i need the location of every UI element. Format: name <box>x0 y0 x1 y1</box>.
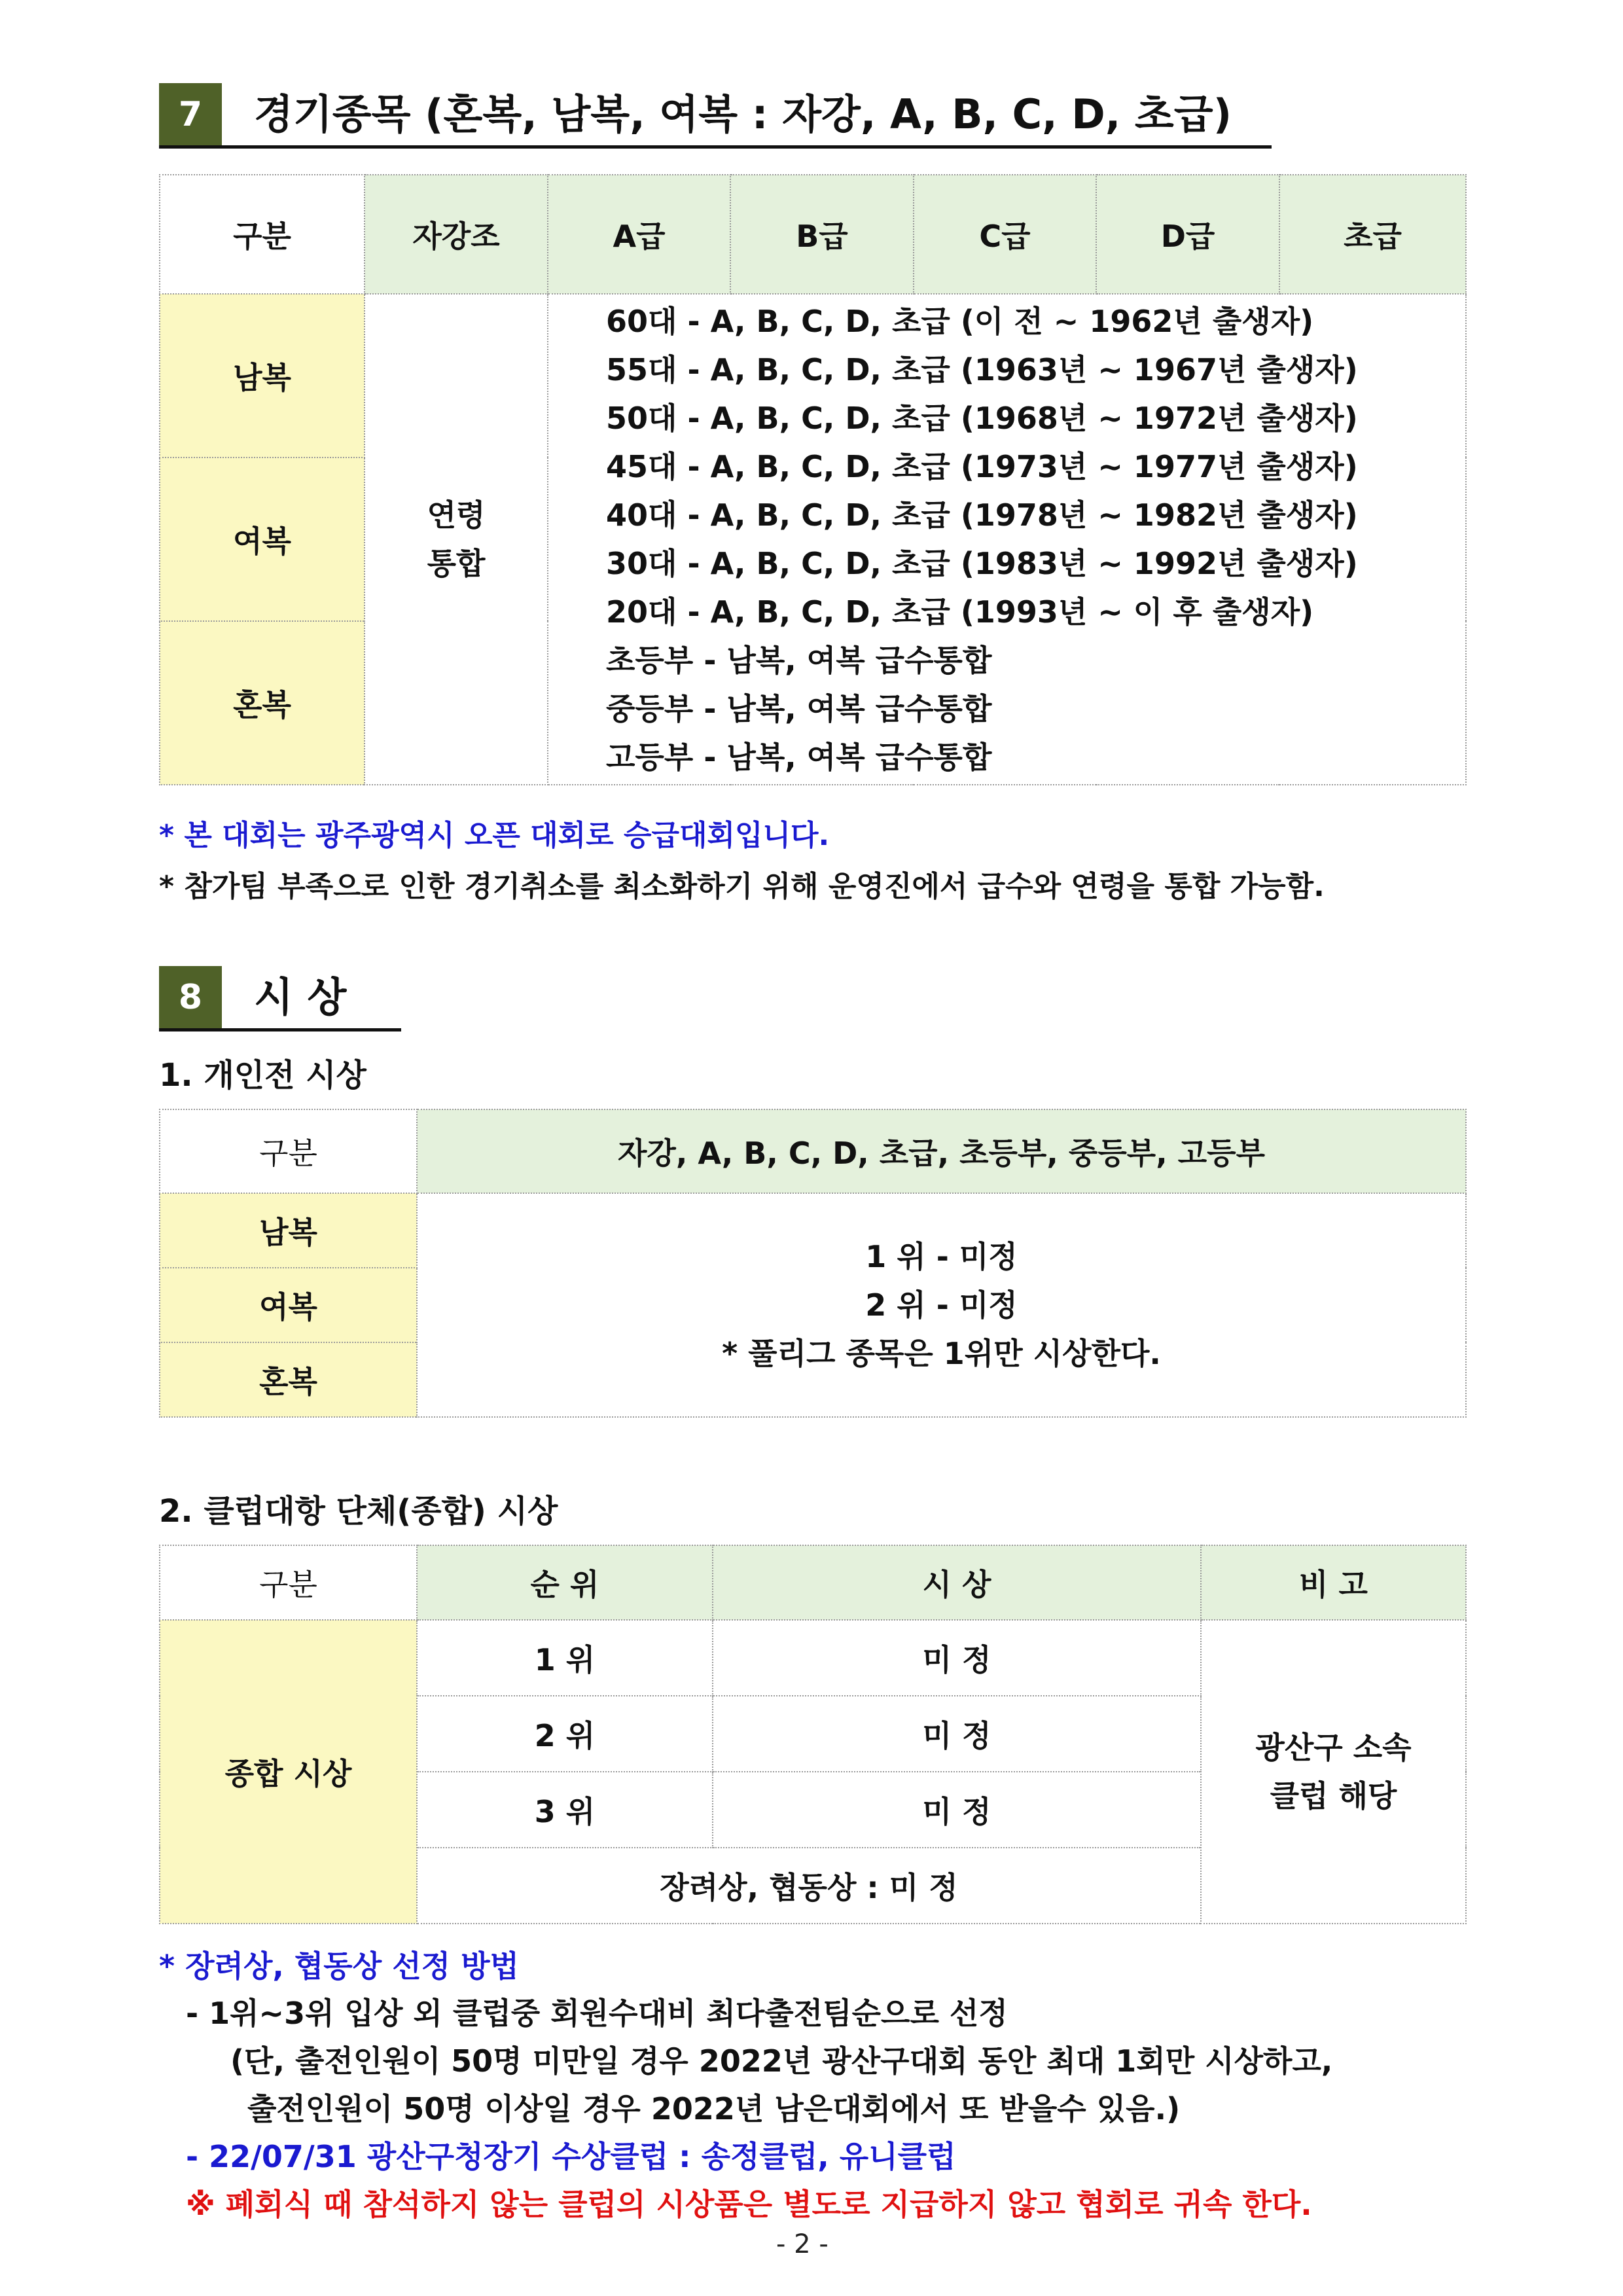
header-d-grade: D급 <box>1096 175 1279 294</box>
selection-method-line2: (단, 출전인원이 50명 미만일 경우 2022년 광산구대회 동안 최대 1회만 시상하고, <box>230 2043 1333 2079</box>
header-category: 구분 <box>160 175 365 294</box>
event-table-header-row <box>160 175 1466 294</box>
club-remark-line1: 광산구 소속 <box>1255 1730 1412 1765</box>
club-prize-2: 미 정 <box>713 1696 1201 1772</box>
age-line: 40대 - A, B, C, D, 초급 (1978년 ~ 1982년 출생자) <box>606 497 1358 533</box>
section-7-title: 경기종목 (혼복, 남복, 여복 : 자강, A, B, C, D, 초급) <box>254 90 1232 138</box>
section-7-underline <box>159 145 1272 149</box>
individual-mens-doubles: 남복 <box>160 1193 417 1268</box>
winning-clubs-note: - 22/07/31 광산구청장기 수상클럽 : 송정클럽, 유니클럽 <box>186 2139 956 2174</box>
club-header-rank: 순 위 <box>417 1545 713 1620</box>
individual-header-grades: 자강, A, B, C, D, 초급, 초등부, 중등부, 고등부 <box>417 1109 1466 1193</box>
club-rank-2: 2 위 <box>417 1696 713 1772</box>
selection-method-title: * 장려상, 협동상 선정 방법 <box>159 1948 519 1984</box>
header-c-grade: C급 <box>914 175 1096 294</box>
club-remark-cell <box>1201 1620 1466 1924</box>
category-mens-doubles: 남복 <box>160 294 365 457</box>
age-line: 중등부 - 남복, 여복 급수통합 <box>606 691 992 726</box>
club-rank-1: 1 위 <box>417 1620 713 1696</box>
section-7-number: 7 <box>159 83 222 146</box>
age-integrated-line2: 통합 <box>427 546 486 581</box>
prize-line-3: * 풀리그 종목은 1위만 시상한다. <box>722 1336 1161 1371</box>
age-line: 55대 - A, B, C, D, 초급 (1963년 ~ 1967년 출생자) <box>606 352 1358 387</box>
category-womens-doubles: 여복 <box>160 457 365 621</box>
header-b-grade: B급 <box>730 175 914 294</box>
section-8-underline <box>159 1028 401 1031</box>
club-prize-3: 미 정 <box>713 1772 1201 1848</box>
club-awards-heading: 2. 클럽대항 단체(종합) 시상 <box>159 1493 558 1530</box>
category-mixed-doubles: 혼복 <box>160 621 365 785</box>
header-jagang: 자강조 <box>365 175 548 294</box>
section-8-number: 8 <box>159 966 222 1029</box>
club-remark-line2: 클럽 해당 <box>1270 1778 1397 1814</box>
age-groups-cell <box>548 294 1466 785</box>
age-integrated-cell <box>365 294 548 785</box>
promotion-note: * 본 대회는 광주광역시 오픈 대회로 승급대회입니다. <box>159 819 830 852</box>
age-line: 고등부 - 남복, 여복 급수통합 <box>606 740 992 775</box>
individual-awards-table <box>159 1109 1467 1418</box>
age-line: 20대 - A, B, C, D, 초급 (1993년 ~ 이 후 출생자) <box>606 594 1314 630</box>
age-line: 50대 - A, B, C, D, 초급 (1968년 ~ 1972년 출생자) <box>606 401 1358 436</box>
individual-awards-heading: 1. 개인전 시상 <box>159 1057 366 1094</box>
individual-mixed-doubles: 혼복 <box>160 1342 417 1417</box>
prize-line-2: 2 위 - 미정 <box>865 1287 1018 1323</box>
age-line: 45대 - A, B, C, D, 초급 (1973년 ~ 1977년 출생자) <box>606 449 1358 484</box>
merge-note: * 참가팀 부족으로 인한 경기취소를 최소화하기 위해 운영진에서 급수와 연령을 통합 가능함. <box>159 870 1325 903</box>
club-header-prize: 시 상 <box>713 1545 1201 1620</box>
closing-ceremony-warning: ※ 폐회식 때 참석하지 않는 클럽의 시상품은 별도로 지급하지 않고 협회로 귀속 한다. <box>186 2187 1312 2222</box>
individual-prize-cell <box>417 1193 1466 1417</box>
club-header-category: 구분 <box>160 1545 417 1620</box>
club-awards-table <box>159 1545 1467 1924</box>
club-extra-awards: 장려상, 협동상 : 미 정 <box>417 1848 1201 1924</box>
club-header-remark: 비 고 <box>1201 1545 1466 1620</box>
section-8-title: 시 상 <box>254 973 347 1021</box>
club-rank-3: 3 위 <box>417 1772 713 1848</box>
page-number: - 2 - <box>776 2229 829 2259</box>
selection-method-line3: 출전인원이 50명 이상일 경우 2022년 남은대회에서 또 받을수 있음.) <box>247 2091 1181 2126</box>
individual-womens-doubles: 여복 <box>160 1268 417 1342</box>
age-integrated-line1: 연령 <box>427 497 486 533</box>
selection-method-line1: - 1위~3위 입상 외 클럽중 회원수대비 최다출전팀순으로 선정 <box>186 1996 1008 2031</box>
event-table <box>159 174 1467 785</box>
age-line: 30대 - A, B, C, D, 초급 (1983년 ~ 1992년 출생자) <box>606 546 1358 581</box>
header-a-grade: A급 <box>548 175 730 294</box>
age-line: 초등부 - 남복, 여복 급수통합 <box>606 643 992 678</box>
header-beginner: 초급 <box>1279 175 1466 294</box>
prize-line-1: 1 위 - 미정 <box>865 1239 1018 1274</box>
club-prize-1: 미 정 <box>713 1620 1201 1696</box>
club-category-overall: 종합 시상 <box>160 1620 417 1924</box>
individual-header-category: 구분 <box>160 1109 417 1193</box>
age-line: 60대 - A, B, C, D, 초급 (이 전 ~ 1962년 출생자) <box>606 304 1314 339</box>
